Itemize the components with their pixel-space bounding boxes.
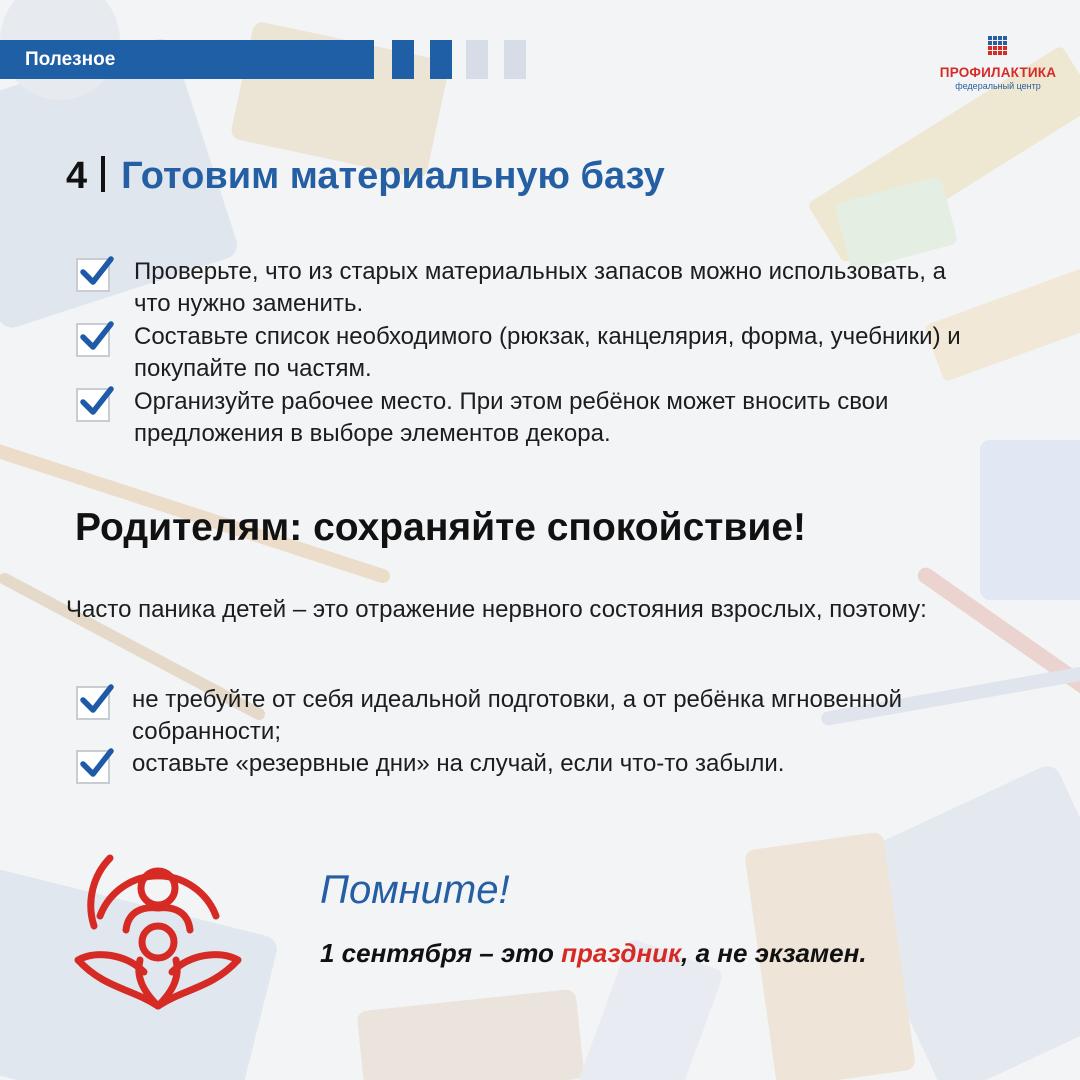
remember-quote [320,938,867,969]
checkbox [76,258,110,292]
list-item-text: Проверьте, что из старых материальных запасов можно использовать, а что нужно заменить. [134,258,946,317]
header-label: Полезное [25,48,116,70]
list-item [76,256,984,320]
list-item [76,748,982,784]
brand-logo [928,36,1068,91]
list-item-text: Составьте список необходимого (рюкзак, канцелярия, форма, учебники) и покупайте по частям. [134,323,961,382]
checkbox [76,323,110,357]
section-heading: Готовим материальную базу [121,155,665,197]
list-item-text: Организуйте рабочее место. При этом ребёнок может вносить свои предложения в выборе элементов декора. [134,388,889,447]
quote-text: 1 сентября – это [320,938,562,968]
checkbox [76,686,110,720]
parents-intro: Часто паника детей – это отражение нервного состояния взрослых, поэтому: [66,596,927,623]
checkbox [76,388,110,422]
checkmark-icon [80,747,114,781]
parents-heading: Родителям: сохраняйте спокойствие! [75,506,807,549]
quote-text: , а не экзамен. [681,938,867,968]
list-item-text: оставьте «резервные дни» на случай, если что-то забыли. [132,750,785,777]
checkmark-icon [80,683,114,717]
header-stripe [466,40,488,79]
section-number: 4 [66,155,88,197]
checkmark-icon [80,385,114,419]
checkbox [76,750,110,784]
list-item [76,386,984,450]
logo-name: ПРОФИЛАКТИКА [939,65,1057,80]
remember-heading: Помните! [320,868,510,912]
family-flower-emblem-icon [70,838,246,1014]
header-stripe [430,40,452,79]
checkmark-icon [80,255,114,289]
header-bar [0,40,374,79]
section-divider [101,156,105,192]
logo-subtitle: федеральный центр [955,81,1041,91]
header-stripe [504,40,526,79]
checkmark-icon [80,320,114,354]
header-stripe [392,40,414,79]
list-item [76,684,982,748]
logo-grid-icon [988,36,1008,56]
section-title [66,155,665,198]
quote-accent: праздник [561,938,682,968]
list-item-text: не требуйте от себя идеальной подготовки, а от ребёнка мгновенной собранности; [132,686,902,745]
list-item [76,321,984,385]
